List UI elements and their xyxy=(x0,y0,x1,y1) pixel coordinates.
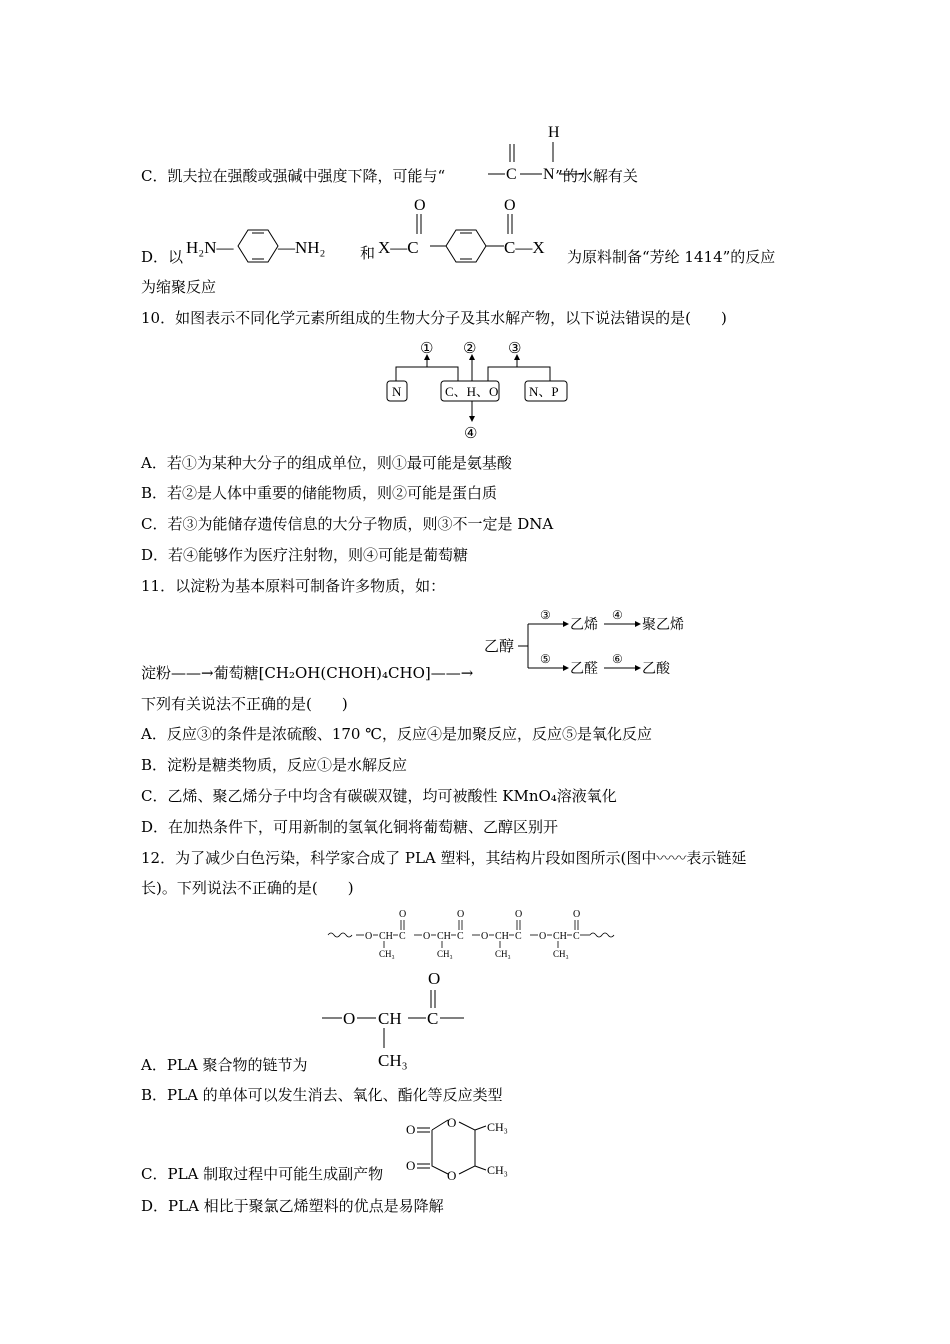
reaction-3-label: ③ xyxy=(540,608,551,622)
q11-option-c: C．乙烯、聚乙烯分子中均含有碳碳双键，均可被酸性 KMnO₄溶液氧化 xyxy=(141,787,617,805)
q9-option-d xyxy=(141,247,183,267)
lactide-structure xyxy=(402,1112,522,1184)
q11-option-a: A．反应③的条件是浓硫酸、170 ℃，反应④是加聚反应，反应⑤是氧化反应 xyxy=(141,725,653,743)
q12-option-b: B．PLA 的单体可以发生消去、氧化、酯化等反应类型 xyxy=(141,1086,503,1104)
amide-n-atom: N xyxy=(543,166,555,183)
unit-methyl: CH₃ xyxy=(378,1051,408,1070)
q11-option-b: B．淀粉是糖类物质，反应①是水解反应 xyxy=(141,756,408,774)
chain-methyl: CH₃ xyxy=(495,949,511,959)
acyl-left-group: X—C xyxy=(378,238,419,257)
lactide-carbonyl-o1: O xyxy=(406,1122,416,1137)
chain-ester-oxygen: O xyxy=(481,931,489,942)
reactants-structure xyxy=(186,192,571,270)
element-macromolecule-diagram xyxy=(380,335,580,445)
diamine-left-group: H₂N— xyxy=(186,238,234,257)
chain-ch: CH xyxy=(379,931,393,942)
reaction-4-label: ④ xyxy=(612,608,623,622)
lactide-ring-o1: O xyxy=(447,1115,457,1130)
ethanol-label: 乙醇 xyxy=(484,639,515,655)
q12-option-a: A．PLA 聚合物的链节为 xyxy=(141,1056,308,1074)
acetic-acid-label: 乙酸 xyxy=(642,662,670,677)
box-cho: C、H、O xyxy=(445,384,499,399)
q12-option-d: D．PLA 相比于聚氯乙烯塑料的优点是易降解 xyxy=(141,1197,444,1215)
q10-option-a: A．若①为某种大分子的组成单位，则①最可能是氨基酸 xyxy=(141,454,512,472)
polyethylene-label: 聚乙烯 xyxy=(642,618,684,633)
chain-carbonyl-oxygen: O xyxy=(457,909,465,920)
chain-methyl: CH₃ xyxy=(437,949,453,959)
reaction-6-label: ⑥ xyxy=(612,652,623,666)
q9-option-d-suffix: 为原料制备“芳纶 1414”的反应 xyxy=(567,248,776,266)
acyl-right-group: C—X xyxy=(504,238,545,257)
chain-ch: CH xyxy=(437,931,451,942)
product-1-label: ① xyxy=(420,341,434,357)
q9-option-c-suffix: ”的水解有关 xyxy=(555,167,638,185)
chain-carbonyl-oxygen: O xyxy=(573,909,581,920)
product-4-label: ④ xyxy=(464,426,478,442)
box-n: N xyxy=(392,384,402,399)
q10-option-c: C．若③为能储存遗传信息的大分子物质，则③不一定是 DNA xyxy=(141,515,554,533)
chain-ch: CH xyxy=(553,931,567,942)
q10-option-d: D．若④能够作为医疗注射物，则④可能是葡萄糖 xyxy=(141,546,469,564)
amide-h-atom: H xyxy=(548,124,560,141)
chain-ester-oxygen: O xyxy=(423,931,431,942)
amide-c-atom: C xyxy=(506,166,517,183)
diamine-right-group: —NH₂ xyxy=(278,238,326,257)
lactide-methyl-2: CH₃ xyxy=(487,1163,508,1177)
q12-option-c: C．PLA 制取过程中可能生成副产物 xyxy=(141,1165,384,1183)
acyl-left-oxygen: O xyxy=(414,197,426,214)
q11-option-d: D．在加热条件下，可用新制的氢氧化铜将葡萄糖、乙醇区别开 xyxy=(141,818,559,836)
pla-repeat-unit-structure xyxy=(318,962,478,1074)
chain-carbon: C xyxy=(399,931,406,942)
chain-methyl: CH₃ xyxy=(379,949,395,959)
q10-option-b: B．若②是人体中重要的储能物质，则②可能是蛋白质 xyxy=(141,484,498,502)
lactide-carbonyl-o2: O xyxy=(406,1158,416,1173)
acetaldehyde-label: 乙醛 xyxy=(570,662,598,677)
q9-option-c-prefix: C．凯夫拉在强酸或强碱中强度下降，可能与“ xyxy=(141,167,446,185)
and-word: 和 xyxy=(360,246,376,262)
lactide-methyl-1: CH₃ xyxy=(487,1120,508,1134)
chain-carbonyl-oxygen: O xyxy=(515,909,523,920)
acyl-right-oxygen: O xyxy=(504,197,516,214)
q10-stem: 10．如图表示不同化学元素所组成的生物大分子及其水解产物，以下说法错误的是( ) xyxy=(141,309,727,327)
amide-fragment-structure xyxy=(480,118,600,188)
product-2-label: ② xyxy=(463,341,477,357)
unit-ester-oxygen: O xyxy=(343,1009,356,1028)
chain-ch: CH xyxy=(495,931,509,942)
reaction-5-label: ⑤ xyxy=(540,652,551,666)
unit-carbon: C xyxy=(427,1009,439,1028)
q12-stem-line2: 长)。下列说法不正确的是( ) xyxy=(141,879,354,897)
q9-option-d-line2: 为缩聚反应 xyxy=(141,278,217,296)
chain-carbon: C xyxy=(457,931,464,942)
chain-ester-oxygen: O xyxy=(365,931,373,942)
lactide-ring-o2: O xyxy=(447,1168,457,1183)
chain-methyl: CH₃ xyxy=(553,949,569,959)
ethanol-branch-scheme xyxy=(484,606,694,682)
chain-carbonyl-oxygen: O xyxy=(399,909,407,920)
box-np: N、P xyxy=(529,384,559,399)
q11-scheme-line: 淀粉——→葡萄糖[CH₂OH(CHOH)₄CHO]——→ xyxy=(141,664,474,682)
q12-stem-line1: 12．为了减少白色污染，科学家合成了 PLA 塑料，其结构片段如图所示(图中〰〰表示链延 xyxy=(141,849,747,867)
unit-ch: CH xyxy=(378,1009,402,1028)
chain-carbon: C xyxy=(573,931,580,942)
product-3-label: ③ xyxy=(508,341,522,357)
q11-question: 下列有关说法不正确的是( ) xyxy=(141,695,348,713)
ethylene-label: 乙烯 xyxy=(570,618,598,633)
q9-option-d-prefix: D．以 xyxy=(141,248,184,266)
q11-stem: 11．以淀粉为基本原料可制备许多物质，如： xyxy=(141,577,446,595)
unit-carbonyl-oxygen: O xyxy=(428,969,441,988)
chain-ester-oxygen: O xyxy=(539,931,547,942)
pla-chain-structure xyxy=(326,906,626,962)
chain-carbon: C xyxy=(515,931,522,942)
